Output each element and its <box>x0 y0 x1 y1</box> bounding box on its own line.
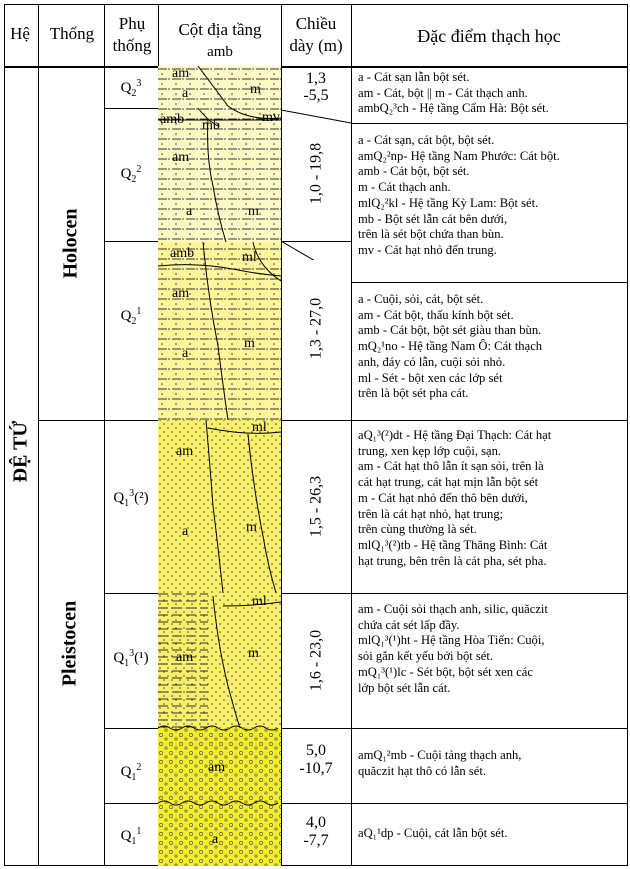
he-label: ĐỆ TỨ <box>9 420 32 483</box>
thickness-q2-2: 1,0 - 19,8 <box>307 142 325 205</box>
thong-divider <box>38 420 104 421</box>
unit-q2-3: $Q_2^3$ <box>120 78 142 99</box>
unit-q2-1: $Q_2^1$ <box>120 306 142 327</box>
header-chieu-1: Chiều <box>295 14 337 33</box>
header-phu-thong-1: Phụ <box>118 14 146 33</box>
unit-q1-3-1: $Q_1^3(^1)$ <box>113 648 149 669</box>
thickness-q1-3-1: 1,6 - 23,0 <box>307 629 325 692</box>
thickness-q1-3-2: 1,5 - 26,3 <box>307 475 325 538</box>
strat-column <box>158 66 281 866</box>
desc-q2-1: a - Cuội, sỏi, cát, bột sét. am - Cát bột, thấu kính bột sét. amb - Cát bột, bột sét giàu than bùn. mQ₂¹no - Hệ tầng Nam Ô: Cát thạch anh, đáy có lẫn, cuội sỏi nhỏ. ml - Sét - bột xen các lớp sét trên là bột sét pha cát. <box>358 292 543 401</box>
desc-q1-3-2: aQ₁³(²)dt - Hệ tầng Đại Thạch: Cát hạt trung, xen kẹp lớp cuội, sạn. am - Cát hạt thô lẫn ít sạn sỏi, trên là cát hạt trung, cát hạt mịn lẫn bột sét m - Cát hạt nhỏ đến thô bên dưới, trên là cát hạt nhỏ, hạt trung; trên cùng thường là sét. mlQ₁³(²)tb - Hệ tầng Thăng Bình: Cát hạt trung, bên trên là cát pha, sét pha. <box>358 428 552 568</box>
desc-q1-1: aQ₁¹dp - Cuội, cát lẫn bột sét. <box>358 826 508 840</box>
col-divider-1 <box>38 4 39 866</box>
header-cot-2: amb <box>207 44 233 60</box>
thong-holocen: Holocen <box>59 208 82 279</box>
unit-q1-1: $Q_1^1$ <box>120 826 142 847</box>
header-chieu-2: dày (m) <box>289 36 343 55</box>
thickness-q1-2-a: 5,0 <box>306 742 326 759</box>
thong-pleistocen: Pleistocen <box>58 600 81 687</box>
unit-q2-2: $Q_2^2$ <box>120 164 142 185</box>
unit-q1-2: $Q_1^2$ <box>120 762 142 783</box>
thickness-q1-1-b: -7,7 <box>303 832 329 849</box>
thickness-q2-1: 1,3 - 27,0 <box>307 297 325 360</box>
header-cot-1: Cột địa tầng <box>178 20 262 39</box>
desc-q1-2: amQ₁²mb - Cuội tảng thạch anh, quăczit hạt thô có lẫn sét. <box>358 748 522 778</box>
header-phu-thong-2: thống <box>112 36 152 55</box>
desc-q2-2: a - Cát sạn, cát bột, bột sét. amQ₂²np- Hệ tầng Nam Phước: Cát bột. amb - Cát bột, bột sét. m - Cát thạch anh. mlQ₂²kl - Hệ tầng Kỳ Lam: Bột sét. mb - Bột sét lẫn cát bên dưới, trên là sét bột chứa than bùn. mv - Cát hạt nhỏ đến trung. <box>358 133 560 257</box>
thickness-q2-3-a: 1,3 <box>306 70 326 87</box>
thickness-q2-3-b: -5,5 <box>303 87 329 104</box>
col-divider-2 <box>104 4 105 866</box>
header-he: Hệ <box>10 24 30 43</box>
thickness-q1-2-b: -10,7 <box>299 760 333 777</box>
desc-q1-3-1: am - Cuội sỏi thạch anh, silic, quăczit chứa cát sét lấp đầy. mlQ₁³(¹)ht - Hệ tầng Hòa Tiến: Cuội, sỏi gắn kết yếu bởi bột sét. mQ₁³(¹)lc - Sét bột, bột sét xen các lớp bột sét lẫn cát. <box>358 602 548 695</box>
unit-q1-3-2: $Q_1^3(^2)$ <box>113 488 149 509</box>
thickness-q1-1-a: 4,0 <box>306 814 326 831</box>
header-dac-diem: Đặc điểm thạch học <box>417 26 561 46</box>
desc-q2-3: a - Cát sạn lẫn bột sét. am - Cát, bột || m - Cát thạch anh. ambQ₂³ch - Hệ tầng Cẩm Hà: Bột sét. <box>358 70 549 116</box>
header-thong: Thống <box>49 24 95 43</box>
